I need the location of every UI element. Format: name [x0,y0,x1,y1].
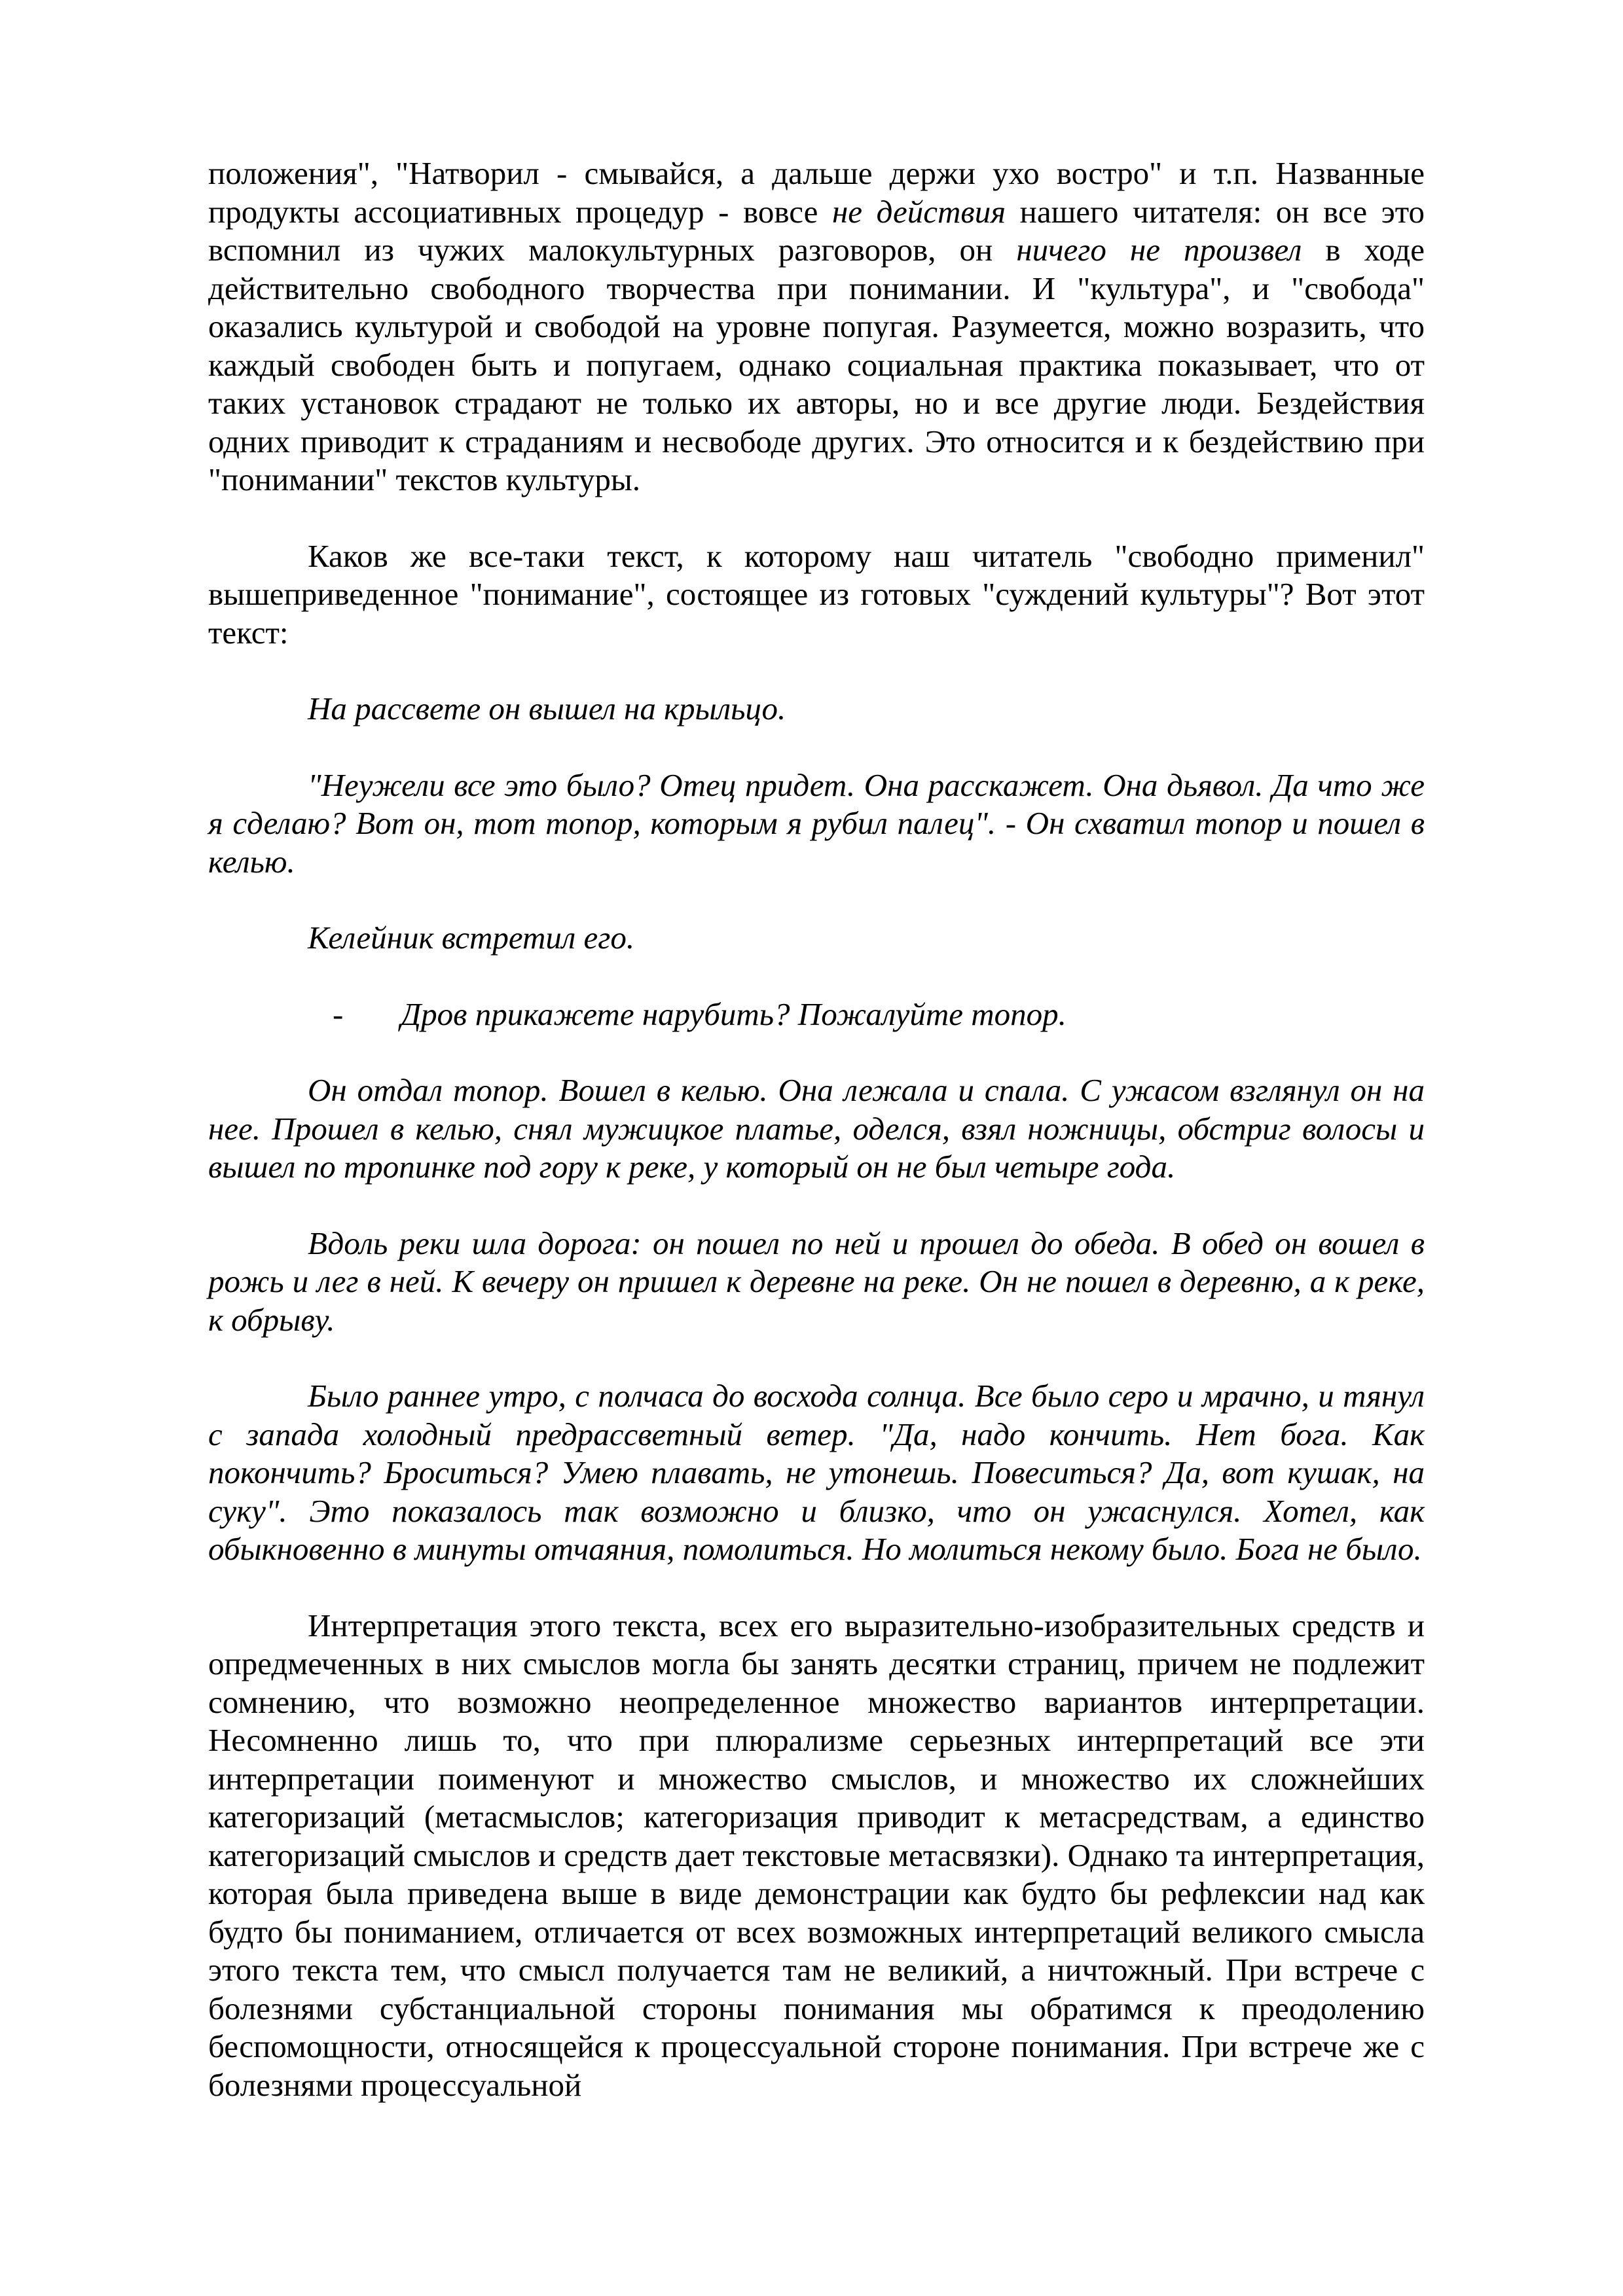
document-page [208,154,1425,2104]
quote-road: Вдоль реки шла дорога: он пошел по ней и прошел до обеда. В обед он вошел в рожь и лег в ней. К вечеру он пришел к деревне на реке. Он не пошел в деревню, а к реке, к обрыву. [208,1225,1425,1338]
paragraph-interpretation: Интерпретация этого текста, всех его выразительно-изобразительных средств и опредмеченных в них смыслов могла бы занять десятки страниц, причем не подлежит сомнению, что возможно неопределенное множество вариантов интерпретации. Несомненно лишь то, что при плюрализме серьезных интерпретаций все эти интерпретации поименуют и множество смыслов, и множество их сложнейших категоризаций (метасмыслов; категоризация приводит к метасредствам, а единство категоризаций смыслов и средств дает текстовые метасвязки). Однако та интерпретация, которая была приведена выше в виде демонстрации как будто бы рефлексии над как будто бы пониманием, отличается от всех возможных интерпретаций великого смысла этого текста тем, что смысл получается там не великий, а ничтожный. При встрече с болезнями субстанциальной стороны понимания мы обратимся к преодолению беспомощности, относящейся к процессуальной стороне понимания. При встрече же с болезнями процессуальной [208,1607,1425,2103]
quote-cell: Он отдал топор. Вошел в келью. Она лежала и спала. С ужасом взглянул он на нее. Прошел в келью, снял мужицкое платье, оделся, взял ножницы, обстриг волосы и вышел по тропинке под гору к реке, у который он не был четыре года. [208,1072,1425,1185]
italic-phrase: ничего не произвел [1016,232,1302,268]
quote-dawn: На рассвете он вышел на крыльцо. [308,691,786,726]
text-segment: в ходе действительно свободного творчества при понимании. И "культура", и "свобода" оказались культурой и свободой на уровне попугая. Разумеется, можно возразить, что каждый свободен быть и попугаем, однако социальная практика показывает, что от таких установок страдают не только их авторы, но и все другие люди. Бездействия одних приводит к страданиям и несвободе других. Это относится и к бездействию при "понимании" текстов культуры. [208,232,1425,497]
quote-morning: Было раннее утро, с полчаса до восхода солнца. Все было серо и мрачно, и тянул с запада холодный предрассветный ветер. "Да, надо кончить. Нет бога. Как покончить? Броситься? Умею плавать, не утонешь. Повеситься? Да, вот кушак, на суку". Это показалось так возможно и близко, что он ужаснулся. Хотел, как обыкновенно в минуты отчаяния, помолиться. Но молиться некому было. Бога не было. [208,1378,1425,1567]
paragraph-text-question: Каков же все-таки текст, к которому наш читатель "свободно применил" вышеприведенное "понимание", состоящее из готовых "суждений культуры"? Вот этот текст: [208,537,1425,651]
quote-dialogue-line [208,996,1425,1034]
paragraph-parrot-culture [208,154,1425,499]
quote-lay-brother: Келейник встретил его. [308,920,635,956]
text-segment: нашего читателя: он все это вспомнил из чужих малокультурных разговоров, он [208,193,1425,268]
dialogue-dash: - [333,996,344,1032]
dialogue-text: Дров прикажете нарубить? Пожалуйте топор. [401,996,1067,1032]
text-segment: положения", "Натворил - смывайся, а дальше держи ухо востро" и т.п. Названные продукты ассоциативных процедур - вовсе [208,155,1425,230]
quote-axe: "Неужели все это было? Отец придет. Она расскажет. Она дьявол. Да что же я сделаю? Вот он, тот топор, которым я рубил палец". - Он схватил топор и пошел в келью. [208,766,1425,880]
italic-phrase: не действия [831,193,1006,230]
